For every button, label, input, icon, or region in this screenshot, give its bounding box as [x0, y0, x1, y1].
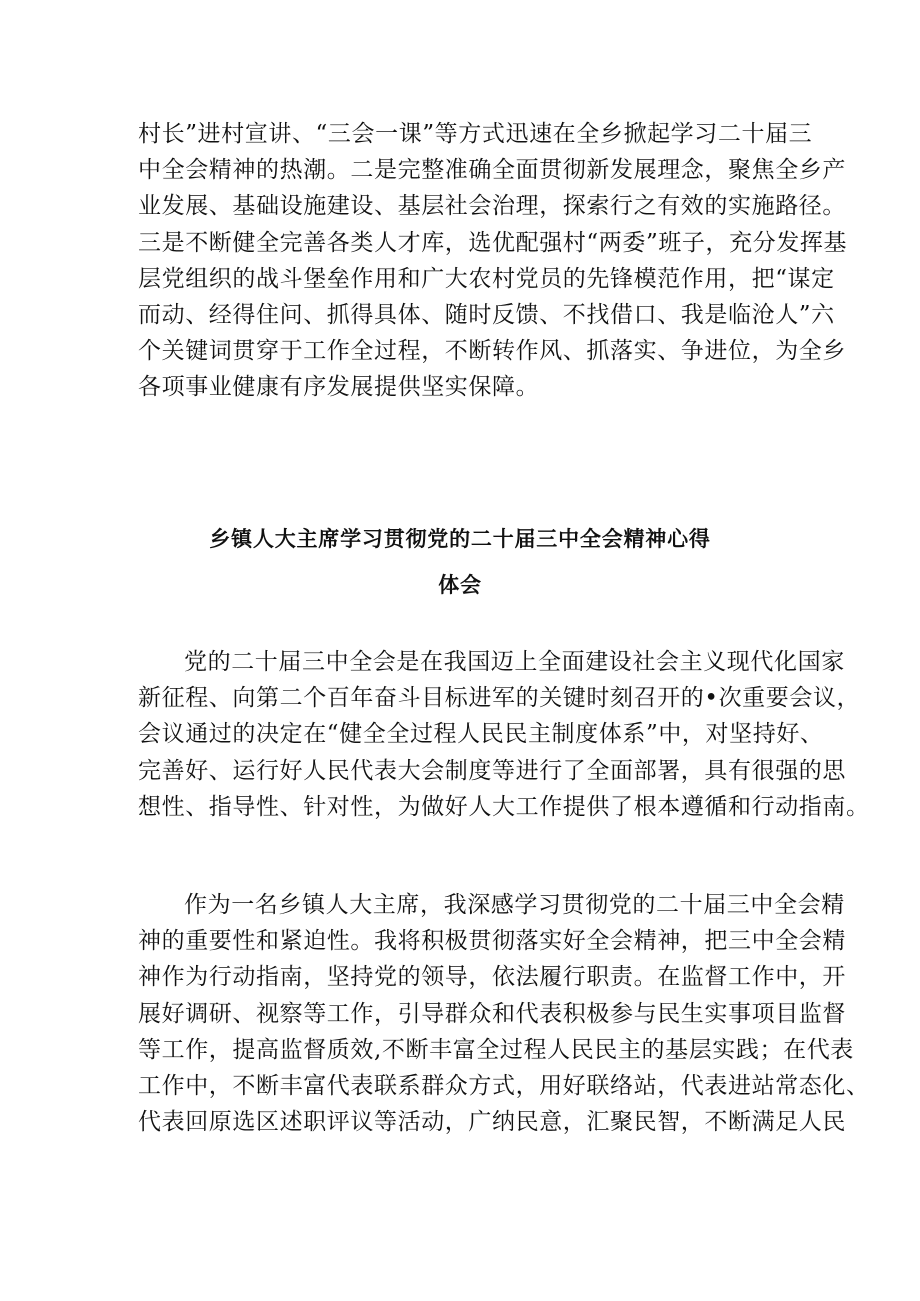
- paragraph-line: 村长”进村宣讲、“三会一课”等方式迅速在全乡掀起学习二十届三: [138, 121, 813, 147]
- body-paragraph: [138, 644, 870, 825]
- paragraph-line: 展好调研、视察等工作，引导群众和代表积极参与民生实事项目监督: [138, 1000, 846, 1027]
- paragraph-line: 神作为行动指南，坚持党的领导，依法履行职责。在监督工作中，开: [138, 964, 846, 991]
- paragraph-line: 层党组织的战斗堡垒作用和广大农村党员的先锋模范作用，把“谋定: [138, 265, 835, 292]
- paragraph-line: 会议通过的决定在“健全全过程人民民主制度体系”中，对坚持好、: [138, 721, 824, 748]
- paragraph-line: 代表回原选区述职评议等活动，广纳民意，汇聚民智，不断满足人民: [138, 1109, 846, 1136]
- paragraph-line: 而动、经得住问、抓得具体、随时反馈、不找借口、我是临沧人”六: [138, 301, 835, 328]
- article-title: [0, 516, 920, 608]
- paragraph-line: 业发展、基础设施建设、基层社会治理，探索行之有效的实施路径。: [138, 193, 846, 220]
- continuation-paragraph: [138, 116, 848, 406]
- paragraph-line: 党的二十届三中全会是在我国迈上全面建设社会主义现代化国家: [184, 649, 845, 675]
- body-paragraph: [138, 887, 870, 1140]
- paragraph-line: 三是不断健全完善各类人才库，选优配强村“两委”班子，充分发挥基: [138, 229, 848, 256]
- paragraph-line: 新征程、向第二个百年奋斗目标进军的关键时刻召开的•次重要会议，: [138, 685, 861, 712]
- paragraph-line: 各项事业健康有序发展提供坚实保障。: [138, 374, 540, 401]
- paragraph-line: 中全会精神的热潮。二是完整准确全面贯彻新发展理念，聚焦全乡产: [138, 157, 846, 184]
- paragraph-line: 个关键词贯穿于工作全过程，不断转作风、抓落实、争进位，为全乡: [138, 338, 846, 365]
- title-line: 体会: [438, 573, 482, 597]
- paragraph-line: 想性、指导性、针对性，为做好人大工作提供了根本遵循和行动指南。: [138, 793, 870, 820]
- paragraph-line: 神的重要性和紧迫性。我将积极贯彻落实好全会精神，把三中全会精: [138, 928, 846, 955]
- paragraph-line: 工作中，不断丰富代表联系群众方式，用好联络站，代表进站常态化、: [138, 1072, 870, 1099]
- paragraph-line: 作为一名乡镇人大主席，我深感学习贯彻党的二十届三中全会精: [184, 892, 845, 918]
- title-line: 乡镇人大主席学习贯彻党的二十届三中全会精神心得: [209, 527, 711, 551]
- paragraph-line: 等工作，提高监督质效,不断丰富全过程人民民主的基层实践；在代表: [138, 1036, 854, 1063]
- paragraph-line: 完善好、运行好人民代表大会制度等进行了全面部署，具有很强的思: [138, 757, 846, 784]
